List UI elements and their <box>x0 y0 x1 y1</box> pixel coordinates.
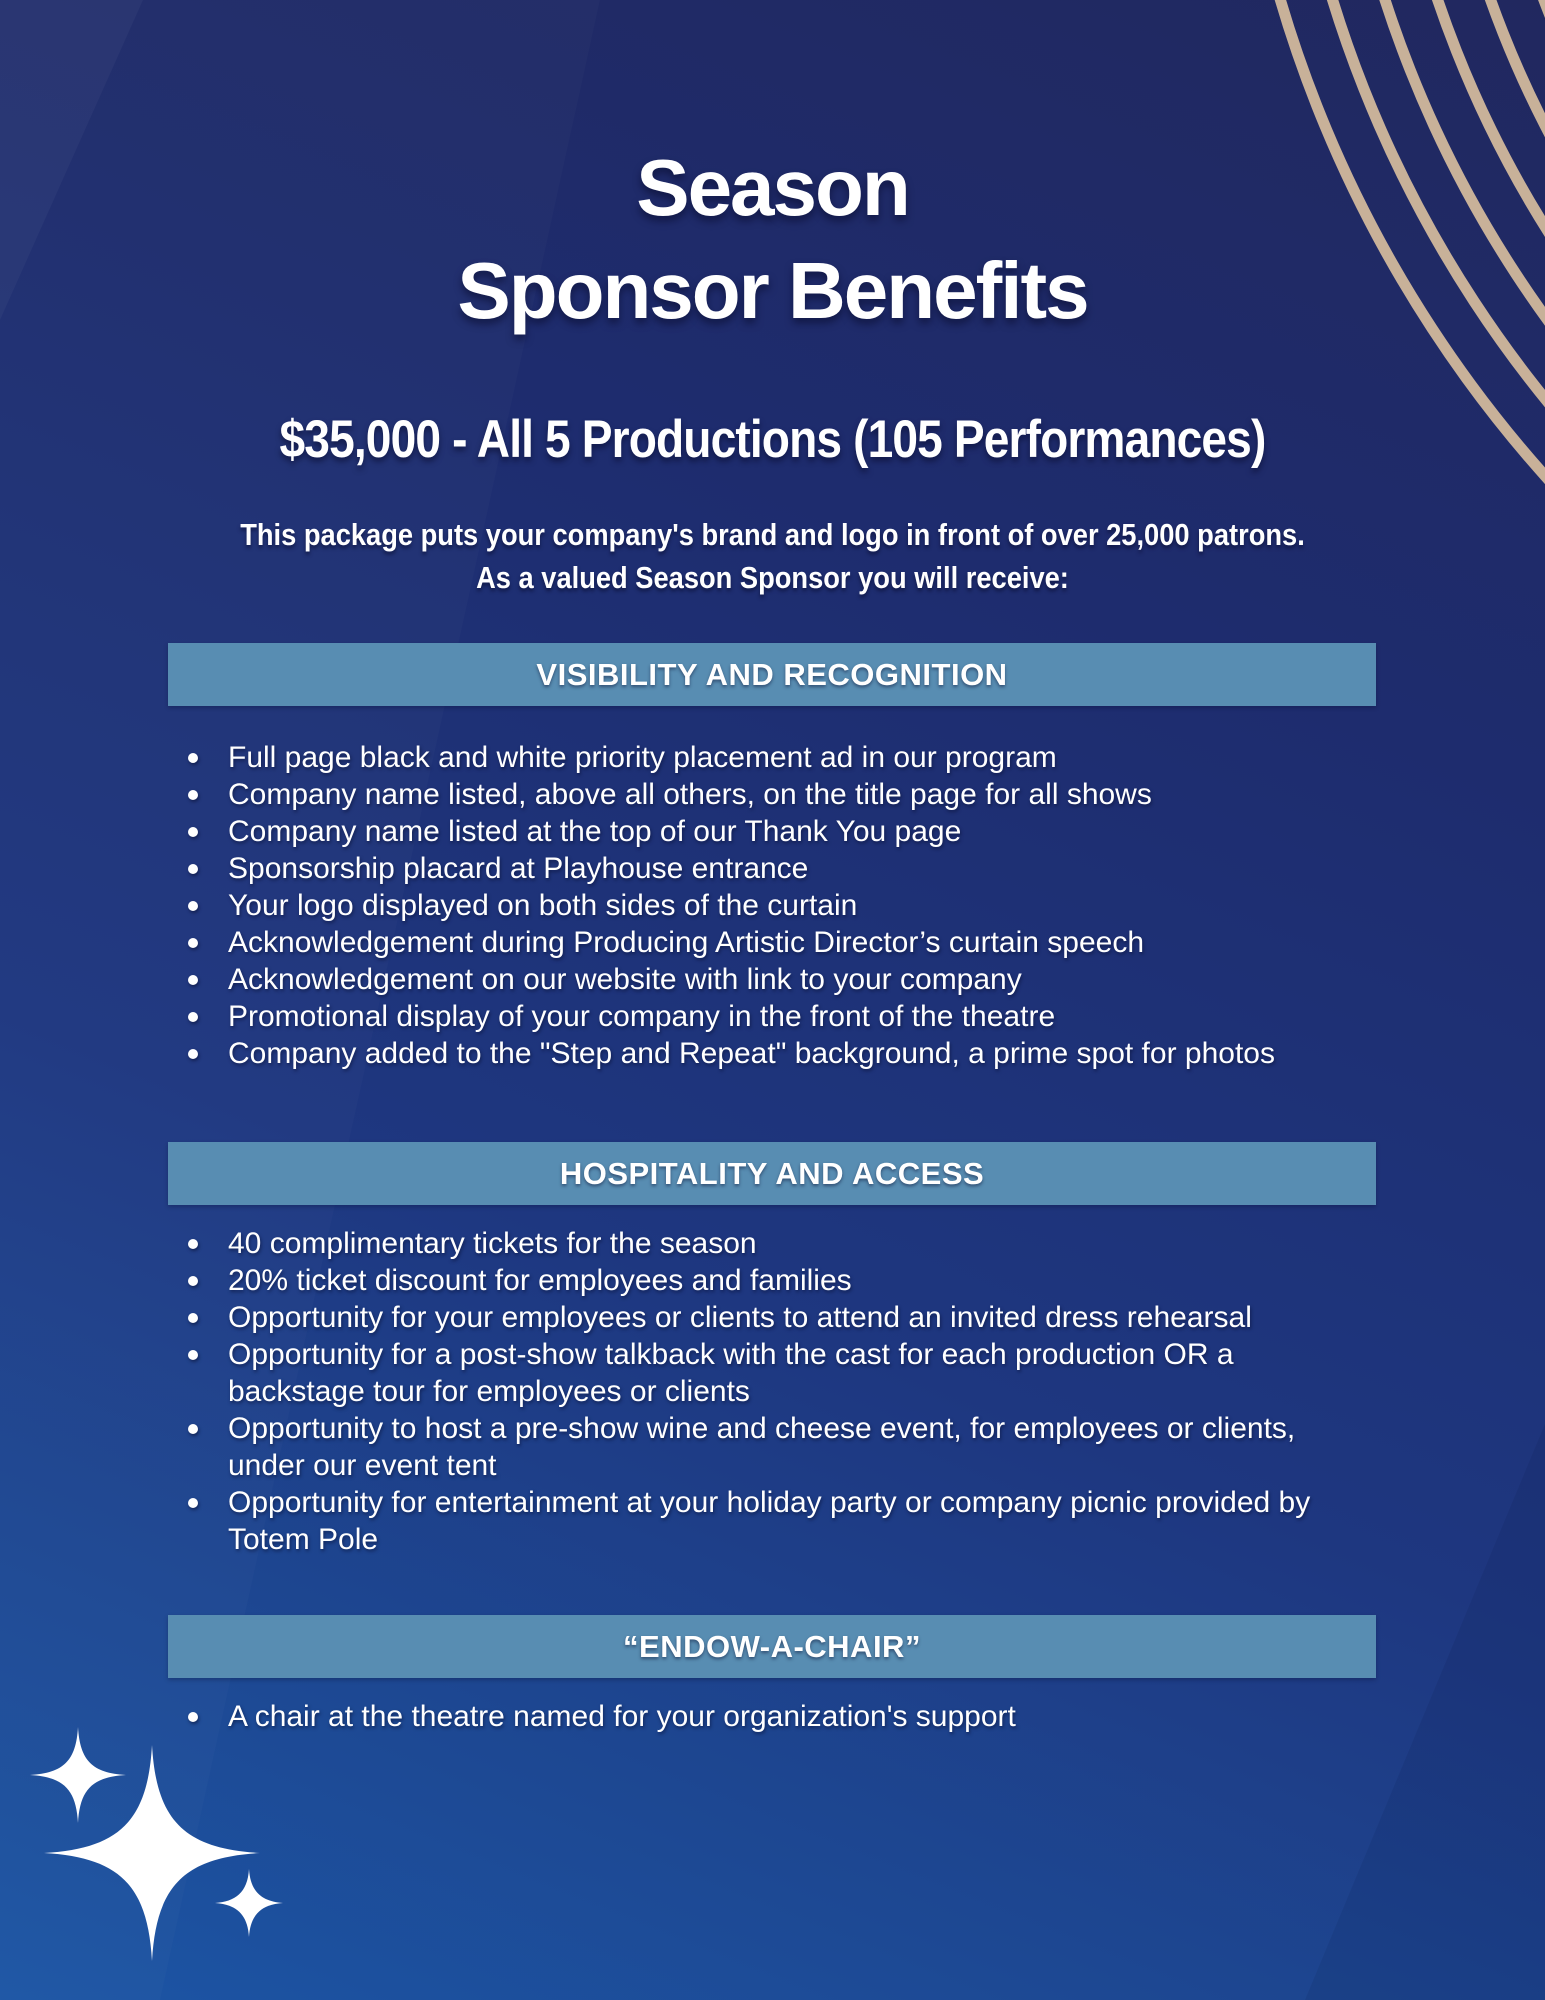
benefit-list <box>168 1698 1376 1735</box>
benefit-item: Opportunity for your employees or clients to attend an invited dress rehearsal <box>168 1299 1376 1336</box>
benefit-item: Opportunity to host a pre-show wine and cheese event, for employees or clients, under our event tent <box>168 1410 1376 1484</box>
title-line2: Sponsor Benefits <box>457 246 1088 335</box>
benefit-item: Acknowledgement during Producing Artistic Director’s curtain speech <box>168 924 1376 961</box>
section-header-bar <box>168 643 1376 706</box>
benefit-item: Company added to the "Step and Repeat" background, a prime spot for photos <box>168 1035 1376 1072</box>
price-subtitle: $35,000 - All 5 Productions (105 Performances) <box>279 410 1266 469</box>
section-header-bar <box>168 1142 1376 1205</box>
benefit-item: Company name listed, above all others, on the title page for all shows <box>168 776 1376 813</box>
benefit-item: A chair at the theatre named for your organization's support <box>168 1698 1376 1735</box>
benefit-item: Promotional display of your company in the front of the theatre <box>168 998 1376 1035</box>
benefits-sections <box>168 643 1376 1735</box>
intro-line2: As a valued Season Sponsor you will receive: <box>476 560 1069 595</box>
benefit-item: Opportunity for entertainment at your holiday party or company picnic provided by Totem Pole <box>168 1484 1376 1558</box>
benefit-item: Opportunity for a post-show talkback with the cast for each production OR a backstage tour for employees or clients <box>168 1336 1376 1410</box>
benefit-section <box>168 1615 1376 1735</box>
section-header-bar <box>168 1615 1376 1678</box>
page-title <box>0 136 1545 342</box>
section-header-label: VISIBILITY AND RECOGNITION <box>536 656 1008 692</box>
benefit-section <box>168 1142 1376 1558</box>
intro-line1: This package puts your company's brand and logo in front of over 25,000 patrons. <box>240 517 1305 552</box>
benefit-section <box>168 643 1376 1072</box>
section-header-label: HOSPITALITY AND ACCESS <box>559 1155 985 1191</box>
intro-text <box>93 513 1453 599</box>
benefit-item: Company name listed at the top of our Thank You page <box>168 813 1376 850</box>
benefit-item: 40 complimentary tickets for the season <box>168 1225 1376 1262</box>
benefit-list <box>168 739 1376 1072</box>
benefit-item: Full page black and white priority placement ad in our program <box>168 739 1376 776</box>
benefit-list <box>168 1225 1376 1558</box>
section-header-label: “ENDOW-A-CHAIR” <box>623 1628 921 1664</box>
benefit-item: Acknowledgement on our website with link to your company <box>168 961 1376 998</box>
benefit-item: Your logo displayed on both sides of the curtain <box>168 887 1376 924</box>
benefit-item: Sponsorship placard at Playhouse entrance <box>168 850 1376 887</box>
benefit-item: 20% ticket discount for employees and families <box>168 1262 1376 1299</box>
title-line1: Season <box>636 143 909 232</box>
